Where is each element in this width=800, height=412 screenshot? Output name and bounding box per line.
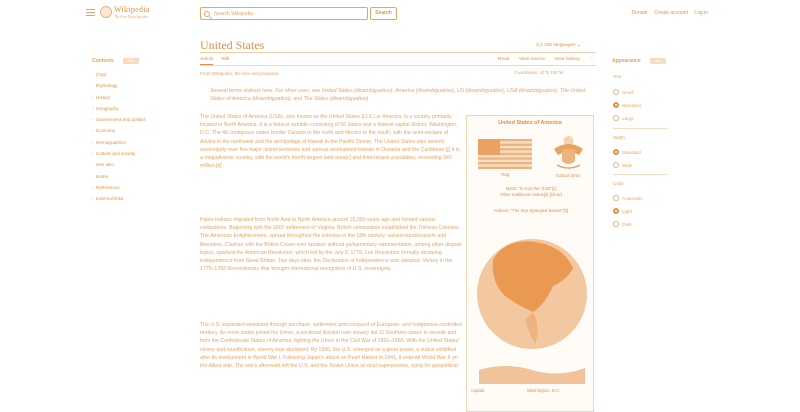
toc-item[interactable] xyxy=(92,72,172,83)
search-box xyxy=(200,7,368,20)
view-tabs xyxy=(490,57,594,62)
more-tools-icon[interactable]: ⋮ xyxy=(589,57,595,62)
toc-item-label: Economy xyxy=(96,128,116,134)
wikipedia-globe-logo[interactable] xyxy=(100,6,112,18)
wikipedia-wordmark[interactable]: Wikipedia xyxy=(114,5,150,14)
toc-item[interactable] xyxy=(92,95,172,106)
create-account-link[interactable]: Create account xyxy=(654,10,688,16)
site-sub: From Wikipedia, the free encyclopedia xyxy=(200,71,279,76)
radio-label: Standard xyxy=(622,103,641,108)
appearance-hide-button[interactable]: hide xyxy=(650,58,666,64)
radio-selected-icon[interactable] xyxy=(613,102,619,108)
language-count: 332 languages xyxy=(544,43,576,48)
radio-option[interactable] xyxy=(613,208,632,215)
toc-item-label: (Top) xyxy=(96,72,107,77)
toc-item[interactable] xyxy=(92,83,172,94)
toc-item[interactable] xyxy=(92,128,172,139)
infobox-motto xyxy=(471,186,591,198)
language-button[interactable] xyxy=(535,41,581,48)
toc-hide-button[interactable]: hide xyxy=(123,58,139,64)
tab-read[interactable]: Read xyxy=(498,57,510,62)
radio-option[interactable] xyxy=(613,89,634,96)
infobox-capital-row xyxy=(471,388,591,393)
toc-item[interactable] xyxy=(92,140,172,151)
user-links xyxy=(627,10,708,16)
table-of-contents xyxy=(92,72,172,208)
toc-item[interactable] xyxy=(92,196,172,207)
radio-icon[interactable] xyxy=(613,115,619,121)
chevron-right-icon[interactable]: › xyxy=(92,105,94,111)
search-input[interactable] xyxy=(214,10,362,18)
page-title: United States xyxy=(200,38,265,52)
flag-image[interactable] xyxy=(478,139,532,169)
toc-item-label: External links xyxy=(96,196,124,202)
infobox xyxy=(466,115,594,412)
toc-item[interactable] xyxy=(92,117,172,128)
radio-label: Wide xyxy=(622,163,633,168)
color-label: Color xyxy=(613,181,624,186)
tab-view-source[interactable]: View source xyxy=(518,57,545,62)
radio-option[interactable] xyxy=(613,162,632,169)
other-mottos-toggle[interactable]: Other traditional mottos[2] [show] xyxy=(500,192,562,197)
toc-item-label: Notes xyxy=(96,173,109,179)
toc-item-label: Etymology xyxy=(96,83,118,89)
tab-article[interactable]: Article xyxy=(200,57,213,65)
toc-item[interactable] xyxy=(92,174,172,185)
toc-item-label: Demographics xyxy=(96,139,126,145)
log-in-link[interactable]: Log in xyxy=(694,10,708,16)
chevron-right-icon[interactable]: › xyxy=(92,139,94,145)
search-icon xyxy=(204,11,210,17)
radio-icon[interactable] xyxy=(613,195,619,201)
namespace-tabs xyxy=(200,57,235,62)
radio-label: Automatic xyxy=(622,196,643,201)
capital-label: Capital xyxy=(471,388,485,393)
toc-item[interactable] xyxy=(92,185,172,196)
radio-label: Light xyxy=(622,209,632,214)
radio-option[interactable] xyxy=(613,102,641,109)
infobox-title: United States of America xyxy=(498,120,562,126)
translate-icon: 文A xyxy=(535,43,545,48)
donate-link[interactable]: Donate xyxy=(631,10,648,16)
radio-label: Small xyxy=(622,90,634,95)
article-paragraph: The United States of America (USA), also known as the United States (U.S.) or America, is a country primarily located in North America. It is a federal republic consisting of 50 states and a federal capital district, Washington, D.C. The 48 contiguous states border Canada to the north and Mexico to the south, with the semi-exclave of Alaska in the northwest and the archipelago of Hawaii in the Pacific Ocean. The United States also asserts sovereignty over five major island territories and various uninhabited islands in Oceania and the Caribbean.[j] It is a megadiverse country, with the world's fourth-largest land area[c] and third-largest population, exceeding 340 million.[k] xyxy=(200,114,460,170)
coordinates[interactable]: Coordinates: 40°N 100°W xyxy=(514,70,564,75)
chevron-right-icon[interactable]: › xyxy=(92,128,94,134)
chevron-right-icon[interactable]: › xyxy=(92,117,94,123)
radio-icon[interactable] xyxy=(613,162,619,168)
toc-item[interactable] xyxy=(92,162,172,173)
text-size-label: Text xyxy=(613,74,622,79)
radio-selected-icon[interactable] xyxy=(613,208,619,214)
toc-item[interactable] xyxy=(92,106,172,117)
toc-item-label: Government and politics xyxy=(96,117,146,123)
radio-icon[interactable] xyxy=(613,221,619,227)
radio-option[interactable] xyxy=(613,115,634,122)
coat-of-arms-image[interactable] xyxy=(551,135,586,173)
radio-option[interactable] xyxy=(613,195,642,202)
chevron-right-icon[interactable]: › xyxy=(92,196,94,202)
tabs-divider xyxy=(200,65,596,66)
toc-item-label: History xyxy=(96,94,111,100)
radio-option[interactable] xyxy=(613,221,632,228)
main-menu-icon[interactable] xyxy=(86,9,95,17)
radio-label: Standard xyxy=(622,150,641,155)
toc-heading: Contents xyxy=(92,58,114,64)
radio-option[interactable] xyxy=(613,149,641,156)
title-divider xyxy=(200,52,596,53)
site-header xyxy=(0,0,800,30)
chevron-right-icon[interactable]: › xyxy=(92,94,94,100)
article-paragraph: The U.S. expanded westward through purchase, settlement and conquest of European- and Indigenous-controlled territory. As more states joined the Union, a sectional division over slavery led 11 Southern states to secede and form the Confederate States of America, fighting the Union in the Civil War of 1861–1865. With the United States' victory and reunification, slavery was abolished. By 1900, the U.S. emerged as a great power, a status solidified after its involvement in World War I. Following Japan's attack on Pearl Harbor in 1941, it entered World War II on the Allied side. The war's aftermath left the U.S. and the Soviet Union as dual superpowers, vying for geopolitical xyxy=(200,322,462,370)
appearance-divider xyxy=(613,174,667,175)
radio-icon[interactable] xyxy=(613,89,619,95)
flag-caption[interactable]: Flag xyxy=(500,172,510,177)
coat-of-arms-caption[interactable]: Coat of arms xyxy=(555,173,581,178)
radio-selected-icon[interactable] xyxy=(613,149,619,155)
capital-value[interactable]: Washington, D.C. xyxy=(527,388,561,393)
appearance-divider xyxy=(613,128,667,129)
toc-item-label: References xyxy=(96,184,120,190)
wikipedia-tagline: The Free Encyclopedia xyxy=(114,15,148,19)
tab-view-history[interactable]: View history xyxy=(554,57,580,62)
orthographic-map-image[interactable] xyxy=(475,220,589,388)
chevron-down-icon: ⌄ xyxy=(576,43,581,48)
infobox-anthem[interactable]: Anthem: "The Star-Spangled Banner"[3] xyxy=(493,208,569,213)
width-label: Width xyxy=(613,135,625,140)
toc-item-label: Culture and society xyxy=(96,151,136,157)
radio-label: Large xyxy=(622,116,634,121)
motto-text: Motto: "In God We Trust"[1] xyxy=(505,186,557,191)
search-button[interactable]: Search xyxy=(370,7,397,20)
radio-label: Dark xyxy=(622,222,632,227)
toc-item-label: Geography xyxy=(96,105,119,111)
chevron-right-icon[interactable]: › xyxy=(92,184,94,190)
toc-item[interactable] xyxy=(92,151,172,162)
chevron-right-icon[interactable]: › xyxy=(92,151,94,157)
appearance-heading: Appearance xyxy=(612,58,641,64)
hatnote: Several terms redirect here. For other uses, see United States (disambiguation), America (disambiguation), US (disambiguation), USA (disambiguation), The United States of America (disambiguation), and The States (disambiguation). xyxy=(210,88,586,102)
toc-item-label: See also xyxy=(96,162,114,168)
tab-talk[interactable]: Talk xyxy=(220,57,230,62)
article-paragraph: Paleo-Indians migrated from North Asia to North America around 15,000 years ago and formed various civilizations. Beginning with the 1607 settlement of Virginia, British colonization established the Thirteen Colonies. The American Enlightenment, spread throughout the colonies in the 18th century, valued republicanism and liberalism. Clashes with the British Crown over taxation without parliamentary representation, among other dispute topics, sparked the American Revolution, which led by the July 2, 1776, Lee Resolution formally declaring independence from Great Britain. Two days later, the Declaration of Independence was adopted. Victory in the 1775–1783 Revolutionary War brought international recognition of U.S. sovereignty. xyxy=(200,217,462,273)
